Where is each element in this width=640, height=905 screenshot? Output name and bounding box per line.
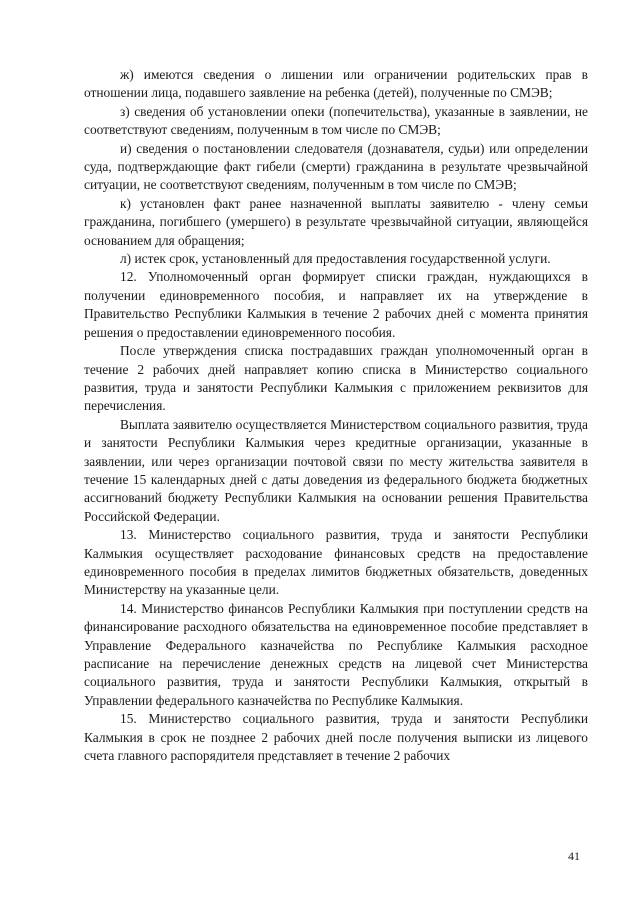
paragraph-15: 15. Министерство социального развития, труда и занятости Республики Калмыкия в срок не позднее 2 рабочих дней после получения выписки из лицевого счета главного распорядителя представляет в течение 2 рабочих bbox=[84, 711, 588, 764]
paragraph-i: и) сведения о постановлении следователя (дознавателя, судьи) или определении суда, подтверждающие факт гибели (смерти) гражданина в результате чрезвычайной ситуации, не соответствуют сведениям, полученным в том числе по СМЭВ; bbox=[84, 140, 588, 193]
paragraph-12-payment: Выплата заявителю осуществляется Министерством социального развития, труда и занятости Республики Калмыкия через кредитные организации, указанные в заявлении, или через организации почтовой связи по месту жительства заявителя в течение 15 календарных дней с даты доведения из федерального бюджета бюджетных ассигнований бюджету Республики Калмыкия на основании решения Правительства Российской Федерации. bbox=[84, 416, 588, 524]
page-number: 41 bbox=[568, 849, 580, 863]
paragraph-12: 12. Уполномоченный орган формирует списки граждан, нуждающихся в получении единовременного пособия, и направляет их на утверждение в Правительство Республики Калмыкия в течение 2 рабочих дней с момента принятия решения о предоставлении единовременного пособия. bbox=[84, 269, 588, 340]
paragraph-z: з) сведения об установлении опеки (попечительства), указанные в заявлении, не соответствуют сведениям, полученным в том числе по СМЭВ; bbox=[84, 103, 588, 138]
paragraph-12-list-approval: После утверждения списка пострадавших граждан уполномоченный орган в течение 2 рабочих дней направляет копию списка в Министерство социального развития, труда и занятости Республики Калмыкия с приложением реквизитов для перечисления. bbox=[84, 343, 588, 414]
paragraph-13: 13. Министерство социального развития, труда и занятости Республики Калмыкия осуществляет расходование финансовых средств на предоставление единовременного пособия в пределах лимитов бюджетных обязательств, доведенных Министерству на указанные цели. bbox=[84, 527, 588, 598]
paragraph-zh: ж) имеются сведения о лишении или ограничении родительских прав в отношении лица, подавшего заявление на ребенка (детей), полученные по СМЭВ; bbox=[84, 67, 588, 101]
paragraph-k: к) установлен факт ранее назначенной выплаты заявителю - члену семьи гражданина, погибшего (умершего) в результате чрезвычайной ситуации, являющейся основанием для обращения; bbox=[84, 195, 588, 248]
paragraph-l: л) истек срок, установленный для предоставления государственной услуги. bbox=[120, 251, 551, 267]
document-body bbox=[84, 66, 588, 765]
paragraph-14: 14. Министерство финансов Республики Калмыкия при поступлении средств на финансирование расходного обязательства на единовременное пособие представляет в Управление Федерального казначейства по Республике Калмыкия расходное расписание на перечисление денежных средств на лицевой счет Министерства социального развития, труда и занятости Республики Калмыкия, открытый в Управлении федерального казначейства по Республике Калмыкия. bbox=[84, 600, 588, 708]
